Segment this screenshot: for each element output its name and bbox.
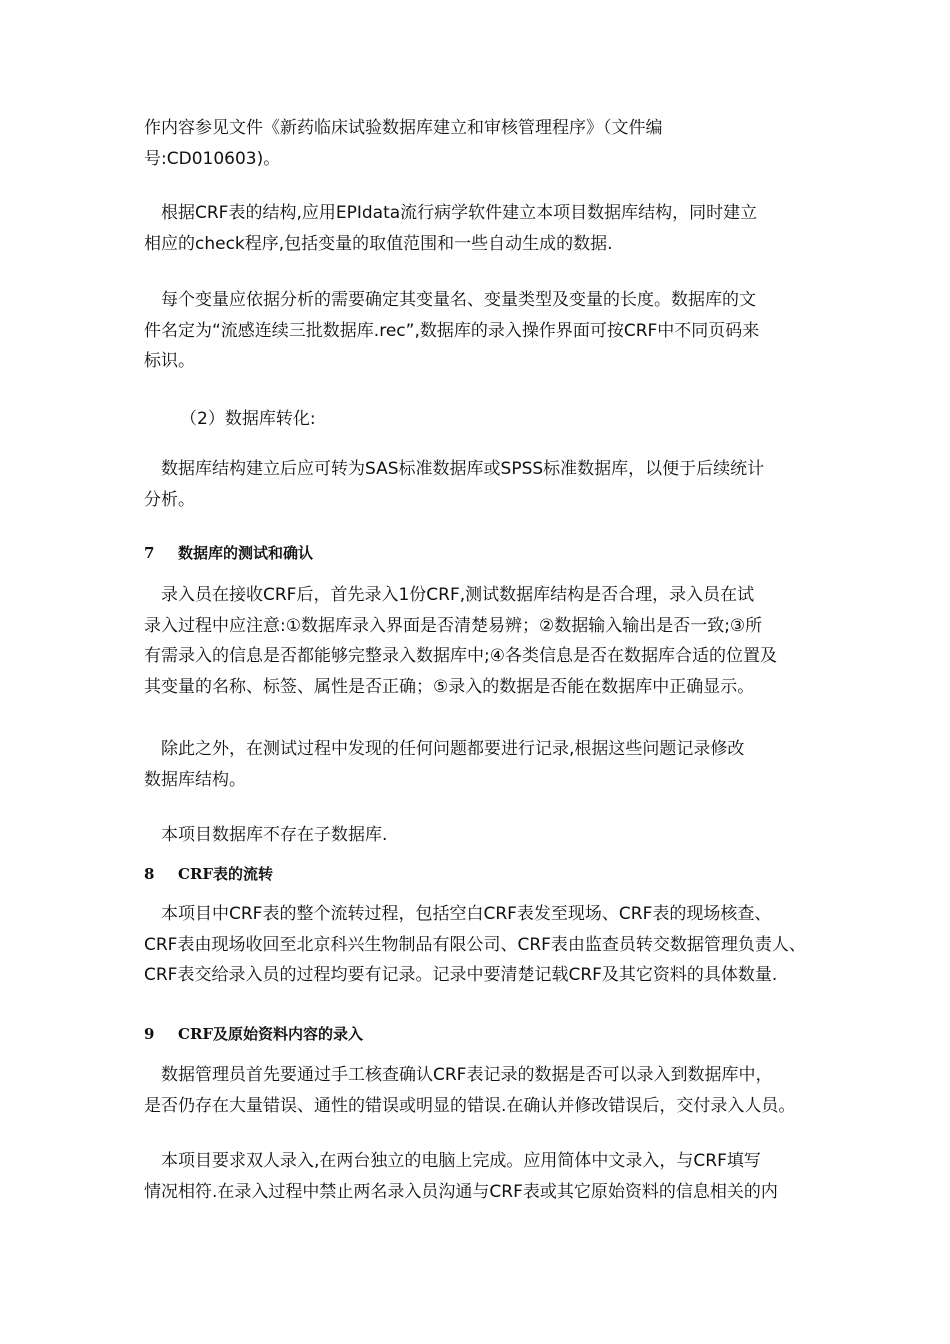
text-line: 除此之外，在测试过程中发现的任何问题都要进行记录,根据这些问题记录修改	[144, 739, 745, 759]
section-number: 7	[144, 544, 155, 562]
text-line: 作内容参见文件《新药临床试验数据库建立和审核管理程序》（文件编	[144, 118, 663, 138]
text-line: 本项目中CRF表的整个流转过程，包括空白CRF表发至现场、CRF表的现场核查、	[144, 904, 772, 924]
section-number: 9	[144, 1025, 155, 1043]
paragraph-test	[144, 580, 816, 702]
section-title: CRF及原始资料内容的录入	[178, 1025, 364, 1043]
paragraph-check	[144, 1060, 816, 1121]
text-line: 本项目数据库不存在子数据库.	[144, 825, 388, 845]
text-line: 标识。	[144, 351, 195, 371]
text-line: 有需录入的信息是否都能够完整录入数据库中;④各类信息是否在数据库合适的位置及	[144, 646, 777, 666]
section-heading-8	[144, 864, 273, 884]
paragraph-no-sub	[144, 820, 816, 851]
text-line: 分析。	[144, 489, 195, 510]
text-line: 件名定为“流感连续三批数据库.rec”,数据库的录入操作界面可按CRF中不同页码来	[144, 320, 760, 341]
section-heading-7	[144, 543, 313, 563]
text-line: CRF表交给录入员的过程均要有记录。记录中要清楚记载CRF及其它资料的具体数量.	[144, 965, 778, 985]
text-line: 其变量的名称、标签、属性是否正确；⑤录入的数据是否能在数据库中正确显示。	[144, 676, 755, 697]
paragraph-reference	[144, 113, 816, 174]
text-line: 是否仍存在大量错误、通性的错误或明显的错误.在确认并修改错误后，交付录入人员。	[144, 1095, 796, 1116]
paragraph-crf-structure	[144, 198, 816, 259]
paragraph-convert-title	[180, 404, 852, 435]
paragraph-double-entry	[144, 1146, 816, 1207]
text-line: 本项目要求双人录入,在两台独立的电脑上完成。应用简体中文录入，与CRF填写	[144, 1151, 761, 1171]
text-line: 每个变量应依据分析的需要确定其变量名、变量类型及变量的长度。数据库的文	[144, 290, 756, 310]
paragraph-convert	[144, 454, 816, 515]
text-line: 录入过程中应注意:①数据库录入界面是否清楚易辨；②数据输入输出是否一致;③所	[144, 615, 763, 636]
paragraph-flow	[144, 899, 816, 991]
text-line: 相应的check程序,包括变量的取值范围和一些自动生成的数据.	[144, 233, 613, 254]
text-line: CRF表由现场收回至北京科兴生物制品有限公司、CRF表由监查员转交数据管理负责人、	[144, 934, 806, 955]
paragraph-issues	[144, 734, 816, 795]
text-line: 录入员在接收CRF后，首先录入1份CRF,测试数据库结构是否合理，录入员在试	[144, 585, 755, 605]
text-line: 数据管理员首先要通过手工核查确认CRF表记录的数据是否可以录入到数据库中，	[144, 1065, 773, 1085]
section-heading-9	[144, 1024, 363, 1044]
paragraph-variables	[144, 285, 816, 377]
text-line: 情况相符.在录入过程中禁止两名录入员沟通与CRF表或其它原始资料的信息相关的内	[144, 1181, 778, 1202]
section-title: 数据库的测试和确认	[178, 544, 314, 562]
text-line: 根据CRF表的结构,应用EPIdata流行病学软件建立本项目数据库结构，同时建立	[144, 203, 758, 223]
text-line: 数据库结构。	[144, 769, 246, 790]
section-title: CRF表的流转	[178, 865, 274, 883]
text-line: 数据库结构建立后应可转为SAS标准数据库或SPSS标准数据库，以便于后续统计	[144, 459, 765, 479]
section-number: 8	[144, 865, 155, 883]
text-line: （2）数据库转化:	[180, 409, 316, 429]
text-line: 号:CD010603)。	[144, 148, 281, 169]
